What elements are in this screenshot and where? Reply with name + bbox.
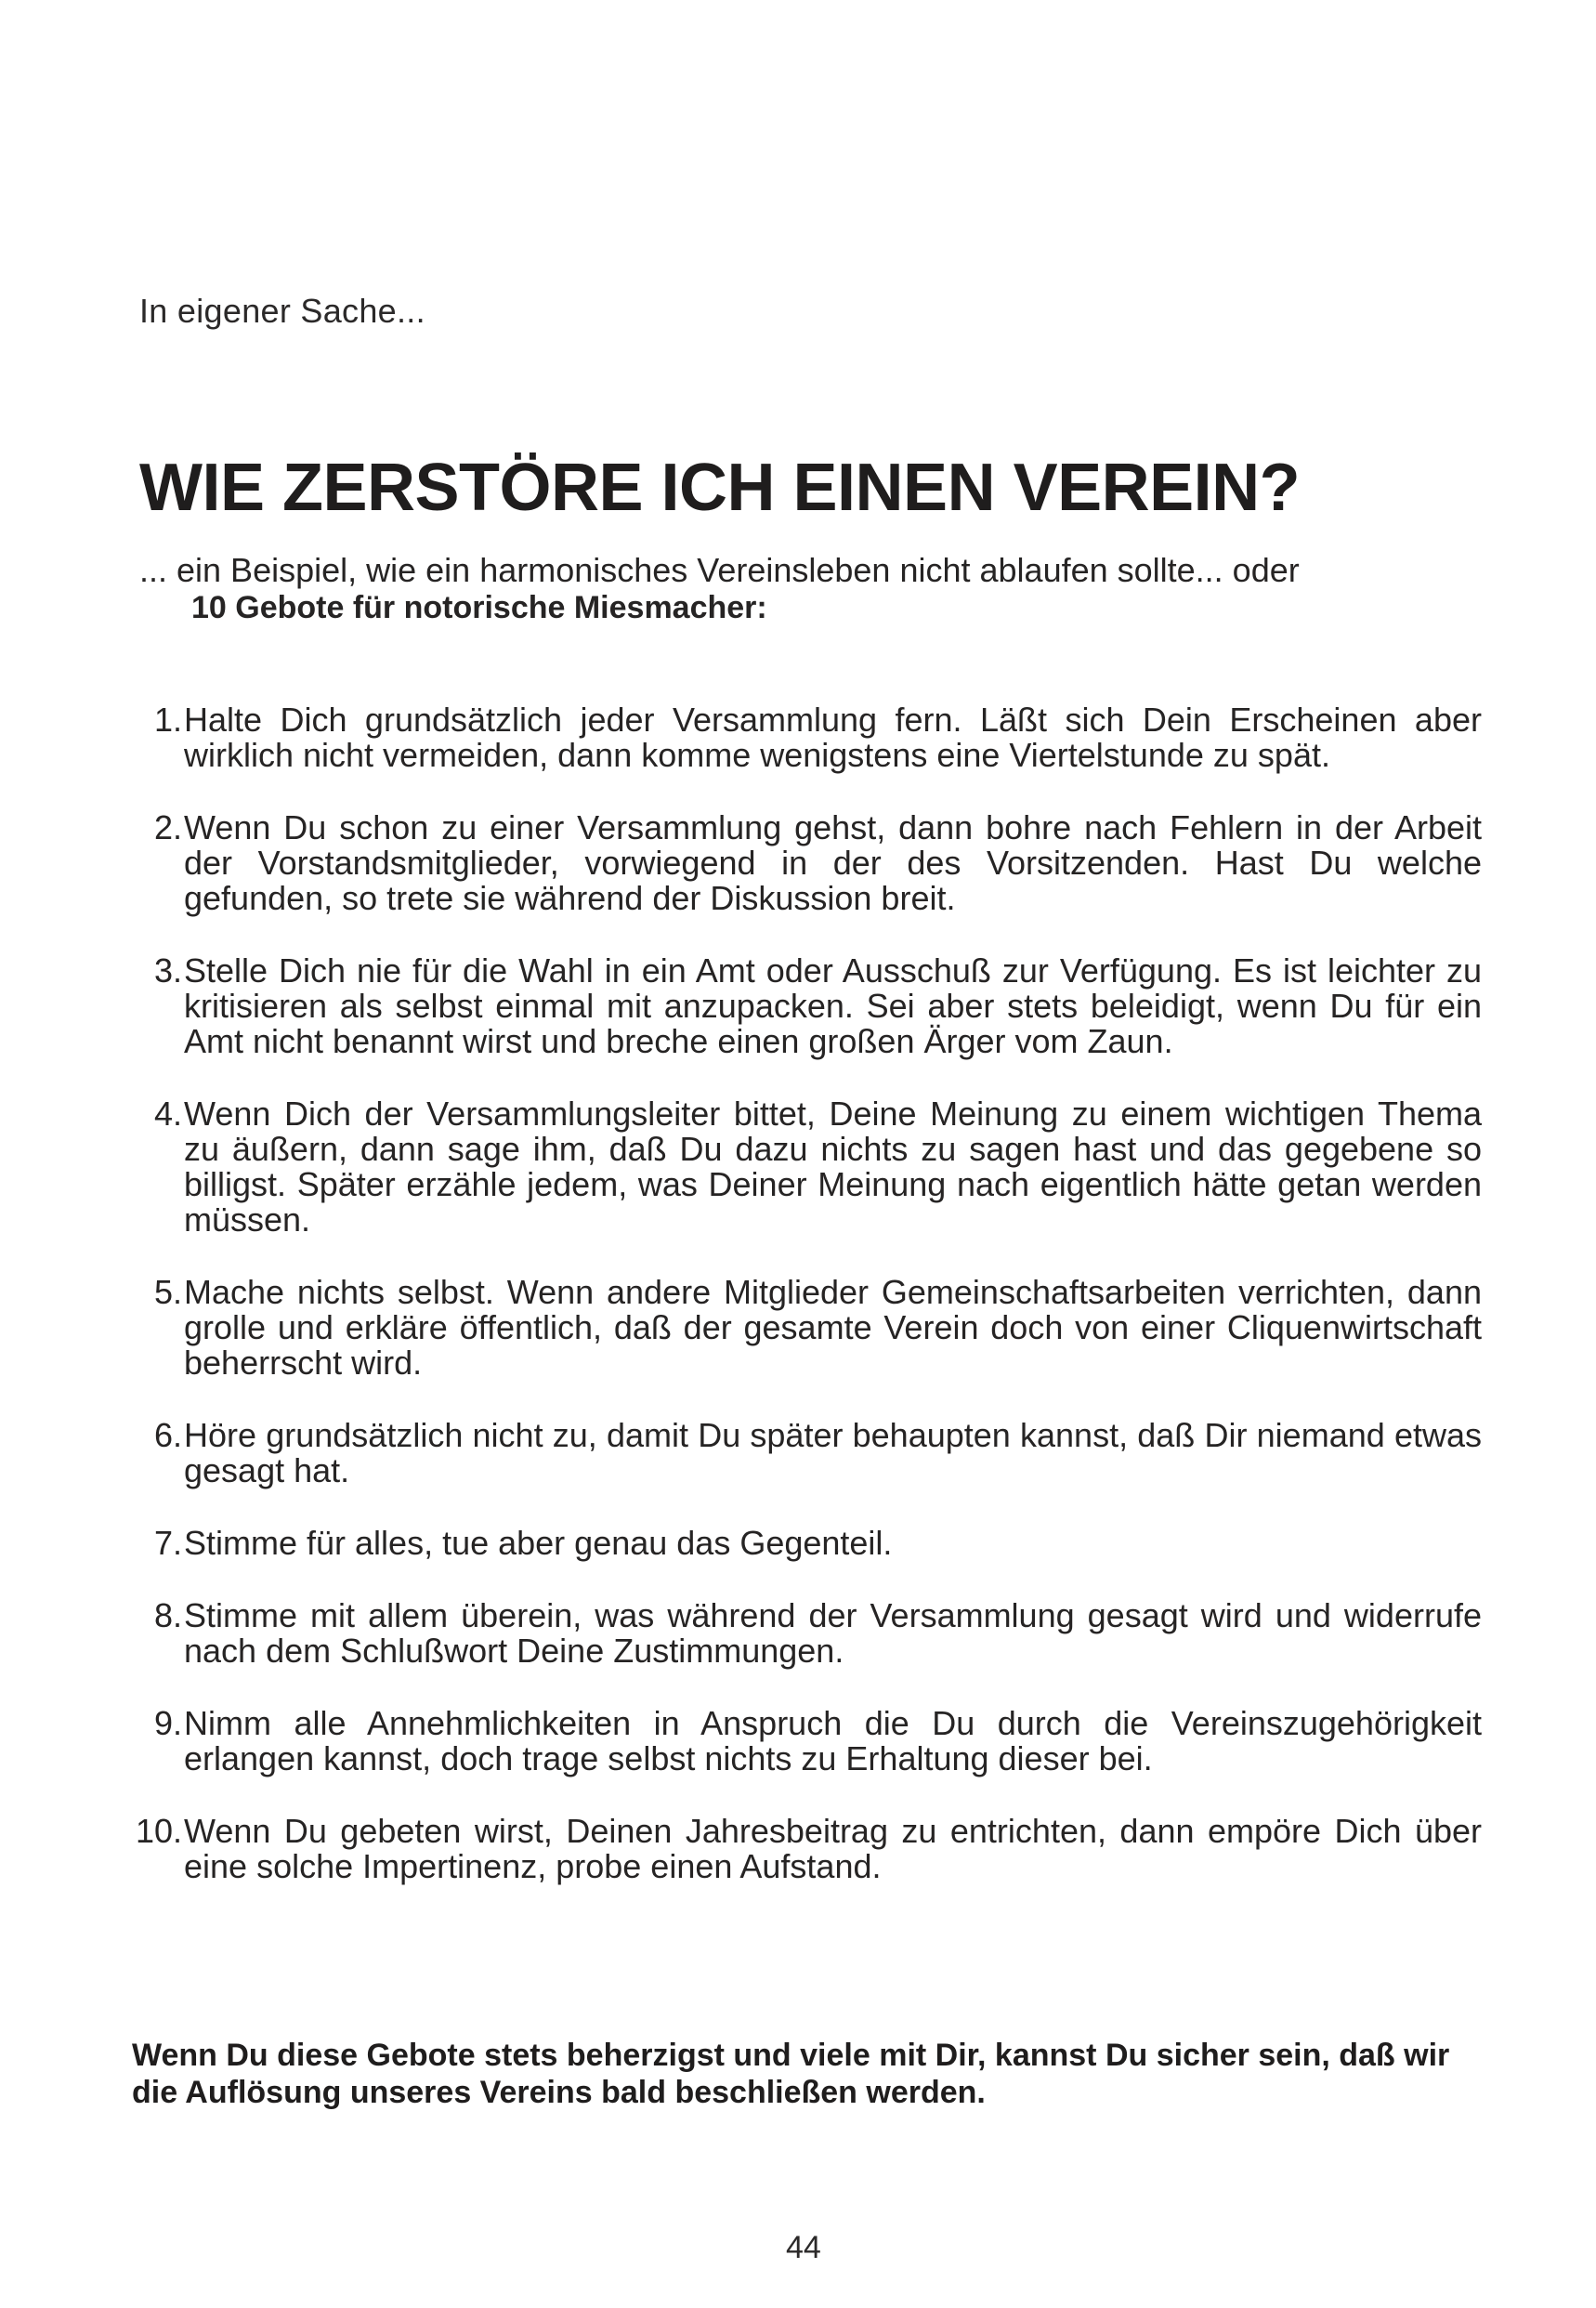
list-item <box>135 1812 1482 1885</box>
list-item <box>139 953 1482 1059</box>
list-item <box>139 1096 1482 1238</box>
list-item-number: 6. <box>154 1416 183 1454</box>
intro-paragraph <box>139 552 1459 626</box>
list-item-number: 9. <box>154 1704 183 1742</box>
list-item <box>139 1418 1482 1488</box>
intro-subtitle: 10 Gebote für notorische Miesmacher: <box>191 590 767 625</box>
list-item <box>139 1275 1482 1381</box>
page-number: 44 <box>786 2230 821 2265</box>
list-item-number: 10. <box>135 1812 182 1850</box>
list-item-number: 7. <box>154 1524 183 1562</box>
list-item <box>139 1526 1482 1561</box>
list-item-number: 8. <box>154 1596 183 1634</box>
list-item <box>139 810 1482 916</box>
list-item-number: 1. <box>154 701 183 739</box>
list-item <box>139 702 1482 773</box>
list-item-number: 3. <box>154 951 183 990</box>
intro-lead: ... ein Beispiel, wie ein harmonisches Vereinsleben nicht ablaufen sollte... oder <box>139 551 1300 589</box>
closing-statement: Wenn Du diese Gebote stets beherzigst und viele mit Dir, kannst Du sicher sein, daß wir die Auflösung unseres Vereins bald beschließen werden. <box>132 2038 1450 2110</box>
list-item-text: Nimm alle Annehmlichkeiten in Anspruch die Du durch die Vereinszugehörigkeit erlangen kannst, doch trage selbst nichts zu Erhaltung dieser bei. <box>184 1704 1482 1777</box>
commandments-list <box>135 701 1482 1921</box>
list-item <box>139 1706 1482 1777</box>
list-item-text: Stimme für alles, tue aber genau das Gegenteil. <box>184 1524 893 1562</box>
list-item-text: Halte Dich grundsätzlich jeder Versammlung fern. Läßt sich Dein Erscheinen aber wirklich nicht vermeiden, dann komme wenigstens eine Viertelstunde zu spät. <box>184 701 1482 774</box>
list-item-number: 4. <box>154 1095 183 1133</box>
list-item-text: Wenn Du schon zu einer Versammlung gehst, dann bohre nach Fehlern in der Arbeit der Vorstandsmitglieder, vorwiegend in der des Vorsitzenden. Hast Du welche gefunden, so trete sie während der Diskussion breit. <box>184 808 1482 917</box>
list-item-number: 2. <box>154 808 183 846</box>
list-item-text: Wenn Du gebeten wirst, Deinen Jahresbeitrag zu entrichten, dann empöre Dich über eine solche Impertinenz, probe einen Aufstand. <box>184 1812 1482 1885</box>
list-item-text: Mache nichts selbst. Wenn andere Mitglieder Gemeinschaftsarbeiten verrichten, dann grolle und erkläre öffentlich, daß der gesamte Verein doch von einer Cliquenwirtschaft beherrscht wird. <box>184 1273 1482 1382</box>
list-item-text: Stimme mit allem überein, was während der Versammlung gesagt wird und widerrufe nach dem Schlußwort Deine Zustimmungen. <box>184 1596 1482 1670</box>
list-item-text: Wenn Dich der Versammlungsleiter bittet, Deine Meinung zu einem wichtigen Thema zu äußern, dann sage ihm, daß Du dazu nichts zu sagen hast und das gegebene so billigst. Später erzähle jedem, was Deiner Meinung nach eigentlich hätte getan werden müssen. <box>184 1095 1482 1239</box>
list-item-number: 5. <box>154 1273 183 1311</box>
list-item <box>139 1598 1482 1669</box>
page-title: WIE ZERSTÖRE ICH EINEN VEREIN? <box>139 451 1301 525</box>
list-item-text: Stelle Dich nie für die Wahl in ein Amt oder Ausschuß zur Verfügung. Es ist leichter zu kritisieren als selbst einmal mit anzupacken. Sei aber stets beleidigt, wenn Du für ein Amt nicht benannt wirst und breche einen großen Ärger vom Zaun. <box>184 951 1482 1060</box>
list-item-text: Höre grundsätzlich nicht zu, damit Du später behaupten kannst, daß Dir niemand etwas gesagt hat. <box>184 1416 1482 1489</box>
section-kicker: In eigener Sache... <box>139 292 425 330</box>
